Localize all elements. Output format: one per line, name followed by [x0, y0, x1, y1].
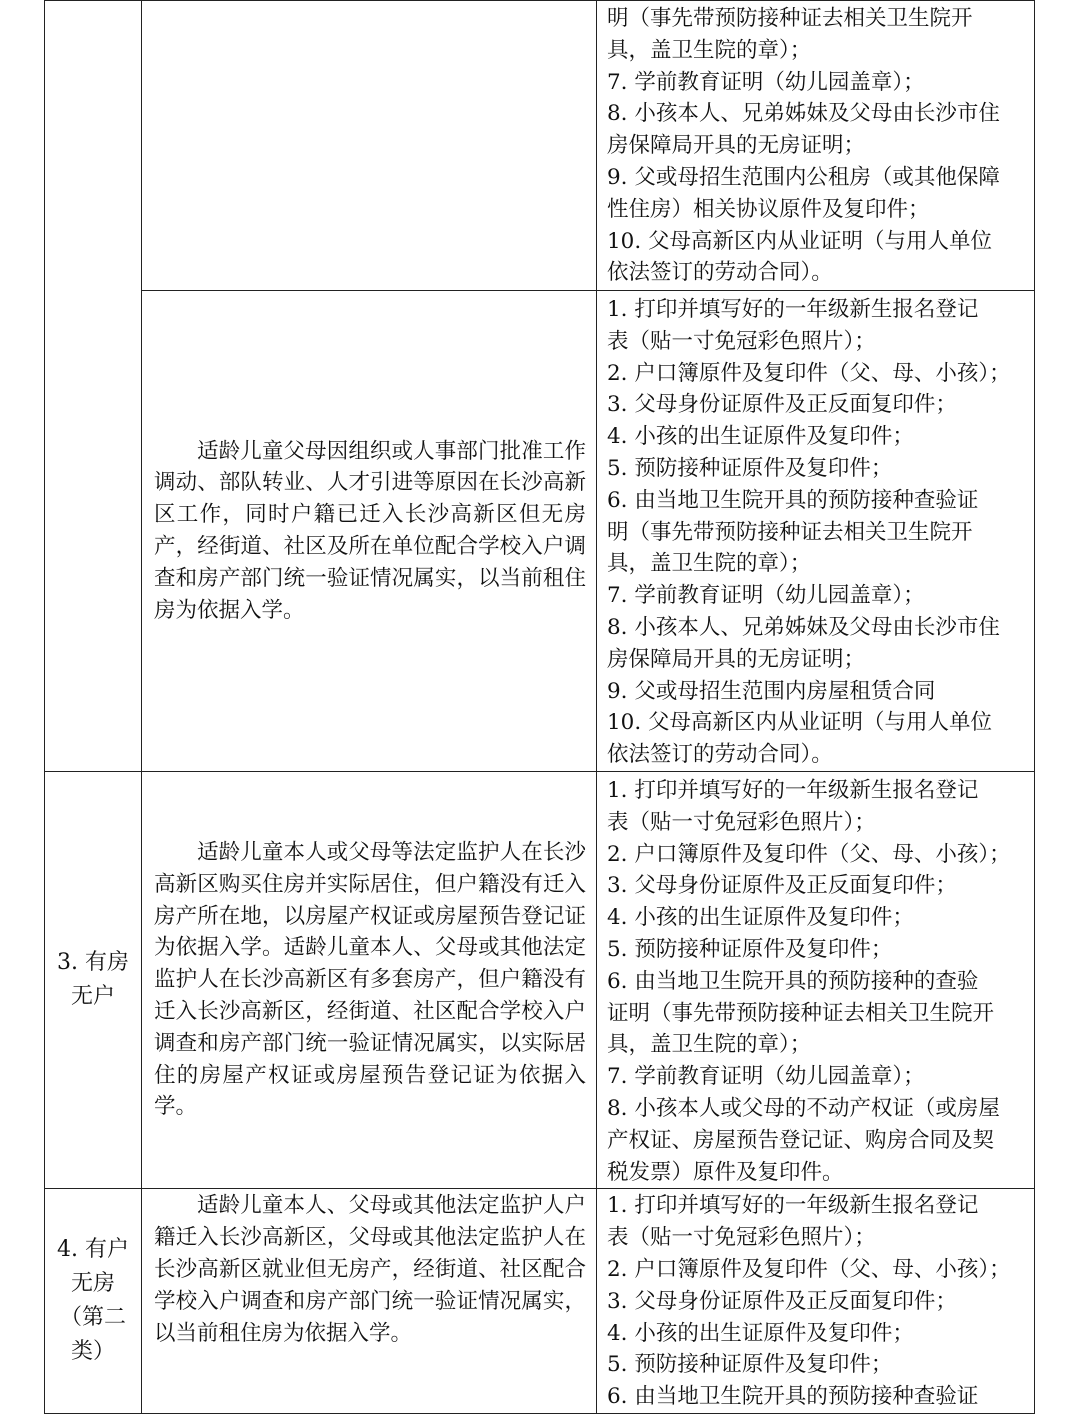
category-cell [45, 1, 142, 772]
requirement-line: 4. 小孩的出生证原件及复印件； [607, 905, 914, 931]
requirements-cell [597, 291, 1035, 772]
enrollment-requirements-table [44, 0, 1035, 1414]
requirement-line: 1. 打印并填写好的一年级新生报名登记 [607, 1193, 979, 1219]
requirement-line: 房保障局开具的无房证明； [607, 133, 866, 159]
requirement-line: 明（事先带预防接种证去相关卫生院开 [607, 519, 973, 545]
requirement-line: 1. 打印并填写好的一年级新生报名登记 [607, 777, 979, 803]
requirement-line: 依法签订的劳动合同）。 [607, 742, 833, 768]
condition-cell [142, 1189, 597, 1414]
requirement-line: 6. 由当地卫生院开具的预防接种查验证 [607, 1384, 979, 1410]
category-label: 3. 有房 [57, 950, 129, 976]
condition-cell [142, 1, 597, 291]
table-row [45, 291, 1035, 772]
requirement-line: 9. 父或母招生范围内房屋租赁合同 [607, 678, 936, 704]
requirement-line: 房保障局开具的无房证明； [607, 646, 866, 672]
condition-text: 适龄儿童本人或父母等法定监护人在长沙高新区购买住房并实际居住，但户籍没有迁入房产所在地，以房屋产权证或房屋预告登记证为依据入学。适龄儿童本人、父母或其他法定监护人在长沙高新区有多套房产，但户籍没有迁入长沙高新区，经街道、社区配合学校入户调查和房产部门统一验证情况属实，以实际居住的房屋产权证或房屋预告登记证为依据入学。 [154, 840, 586, 1120]
requirement-line: 7. 学前教育证明（幼儿园盖章）； [607, 583, 925, 609]
requirement-line: 具，盖卫生院的章）； [607, 551, 812, 577]
requirement-line: 3. 父母身份证原件及正反面复印件； [607, 1288, 957, 1314]
requirement-line: 8. 小孩本人、兄弟姊妹及父母由长沙市住 [607, 101, 1000, 127]
requirement-line: 2. 户口簿原件及复印件（父、母、小孩）； [607, 360, 1011, 386]
condition-cell [142, 291, 597, 772]
table-row [45, 771, 1035, 1188]
requirement-line: 6. 由当地卫生院开具的预防接种查验证 [607, 487, 979, 513]
requirement-line: 9. 父或母招生范围内公租房（或其他保障 [607, 164, 1000, 190]
condition-cell [142, 771, 597, 1188]
requirement-line: 4. 小孩的出生证原件及复印件； [607, 1320, 914, 1346]
category-label: 类） [70, 1339, 115, 1365]
requirements-cell [597, 771, 1035, 1188]
requirement-line: 表（贴一寸免冠彩色照片）； [607, 328, 876, 354]
requirement-line: 7. 学前教育证明（幼儿园盖章）； [607, 1064, 925, 1090]
requirements-cell [597, 1, 1035, 291]
requirement-line: 10. 父母高新区内从业证明（与用人单位 [607, 228, 993, 254]
category-label: （第二 [59, 1305, 126, 1331]
requirement-line: 表（贴一寸免冠彩色照片）； [607, 1225, 876, 1251]
condition-text: 适龄儿童父母因组织或人事部门批准工作调动、部队转业、人才引进等原因在长沙高新区工作，同时户籍已迁入长沙高新区但无房产，经街道、社区及所在单位配合学校入户调查和房产部门统一验证情况属实，以当前租住房为依据入学。 [154, 438, 586, 623]
requirement-line: 3. 父母身份证原件及正反面复印件； [607, 873, 957, 899]
requirement-line: 6. 由当地卫生院开具的预防接种的查验 [607, 968, 979, 994]
category-cell [45, 771, 142, 1188]
requirement-line: 具，盖卫生院的章）； [607, 37, 812, 63]
requirement-line: 性住房）相关协议原件及复印件； [607, 196, 930, 222]
requirement-line: 依法签订的劳动合同）。 [607, 260, 833, 286]
requirement-line: 8. 小孩本人或父母的不动产权证（或房屋 [607, 1095, 1000, 1121]
requirement-line: 3. 父母身份证原件及正反面复印件； [607, 392, 957, 418]
category-label: 4. 有户 [57, 1237, 129, 1263]
table-row [45, 1189, 1035, 1414]
requirement-line: 2. 户口簿原件及复印件（父、母、小孩）； [607, 841, 1011, 867]
requirement-line: 5. 预防接种证原件及复印件； [607, 455, 893, 481]
requirement-line: 7. 学前教育证明（幼儿园盖章）； [607, 69, 925, 95]
requirements-cell [597, 1189, 1035, 1414]
requirement-line: 5. 预防接种证原件及复印件； [607, 936, 893, 962]
category-cell [45, 1189, 142, 1414]
requirement-line: 具，盖卫生院的章）； [607, 1032, 812, 1058]
condition-text: 适龄儿童本人、父母或其他法定监护人户籍迁入长沙高新区，父母或其他法定监护人在长沙高新区就业但无房产，经街道、社区配合学校入户调查和房产部门统一验证情况属实，以当前租住房为依据入学。 [154, 1193, 586, 1346]
requirement-line: 8. 小孩本人、兄弟姊妹及父母由长沙市住 [607, 614, 1000, 640]
requirement-line: 税发票）原件及复印件。 [607, 1159, 844, 1185]
category-label: 无户 [70, 984, 115, 1010]
requirement-line: 10. 父母高新区内从业证明（与用人单位 [607, 710, 993, 736]
requirement-line: 产权证、房屋预告登记证、购房合同及契 [607, 1127, 995, 1153]
requirement-line: 表（贴一寸免冠彩色照片）； [607, 809, 876, 835]
category-label: 无房 [70, 1271, 115, 1297]
requirement-line: 明（事先带预防接种证去相关卫生院开 [607, 6, 973, 31]
requirement-line: 证明（事先带预防接种证去相关卫生院开 [607, 1000, 995, 1026]
requirement-line: 5. 预防接种证原件及复印件； [607, 1352, 893, 1378]
requirement-line: 2. 户口簿原件及复印件（父、母、小孩）； [607, 1256, 1011, 1282]
table-row [45, 1, 1035, 291]
requirement-line: 1. 打印并填写好的一年级新生报名登记 [607, 297, 979, 322]
requirement-line: 4. 小孩的出生证原件及复印件； [607, 424, 914, 450]
